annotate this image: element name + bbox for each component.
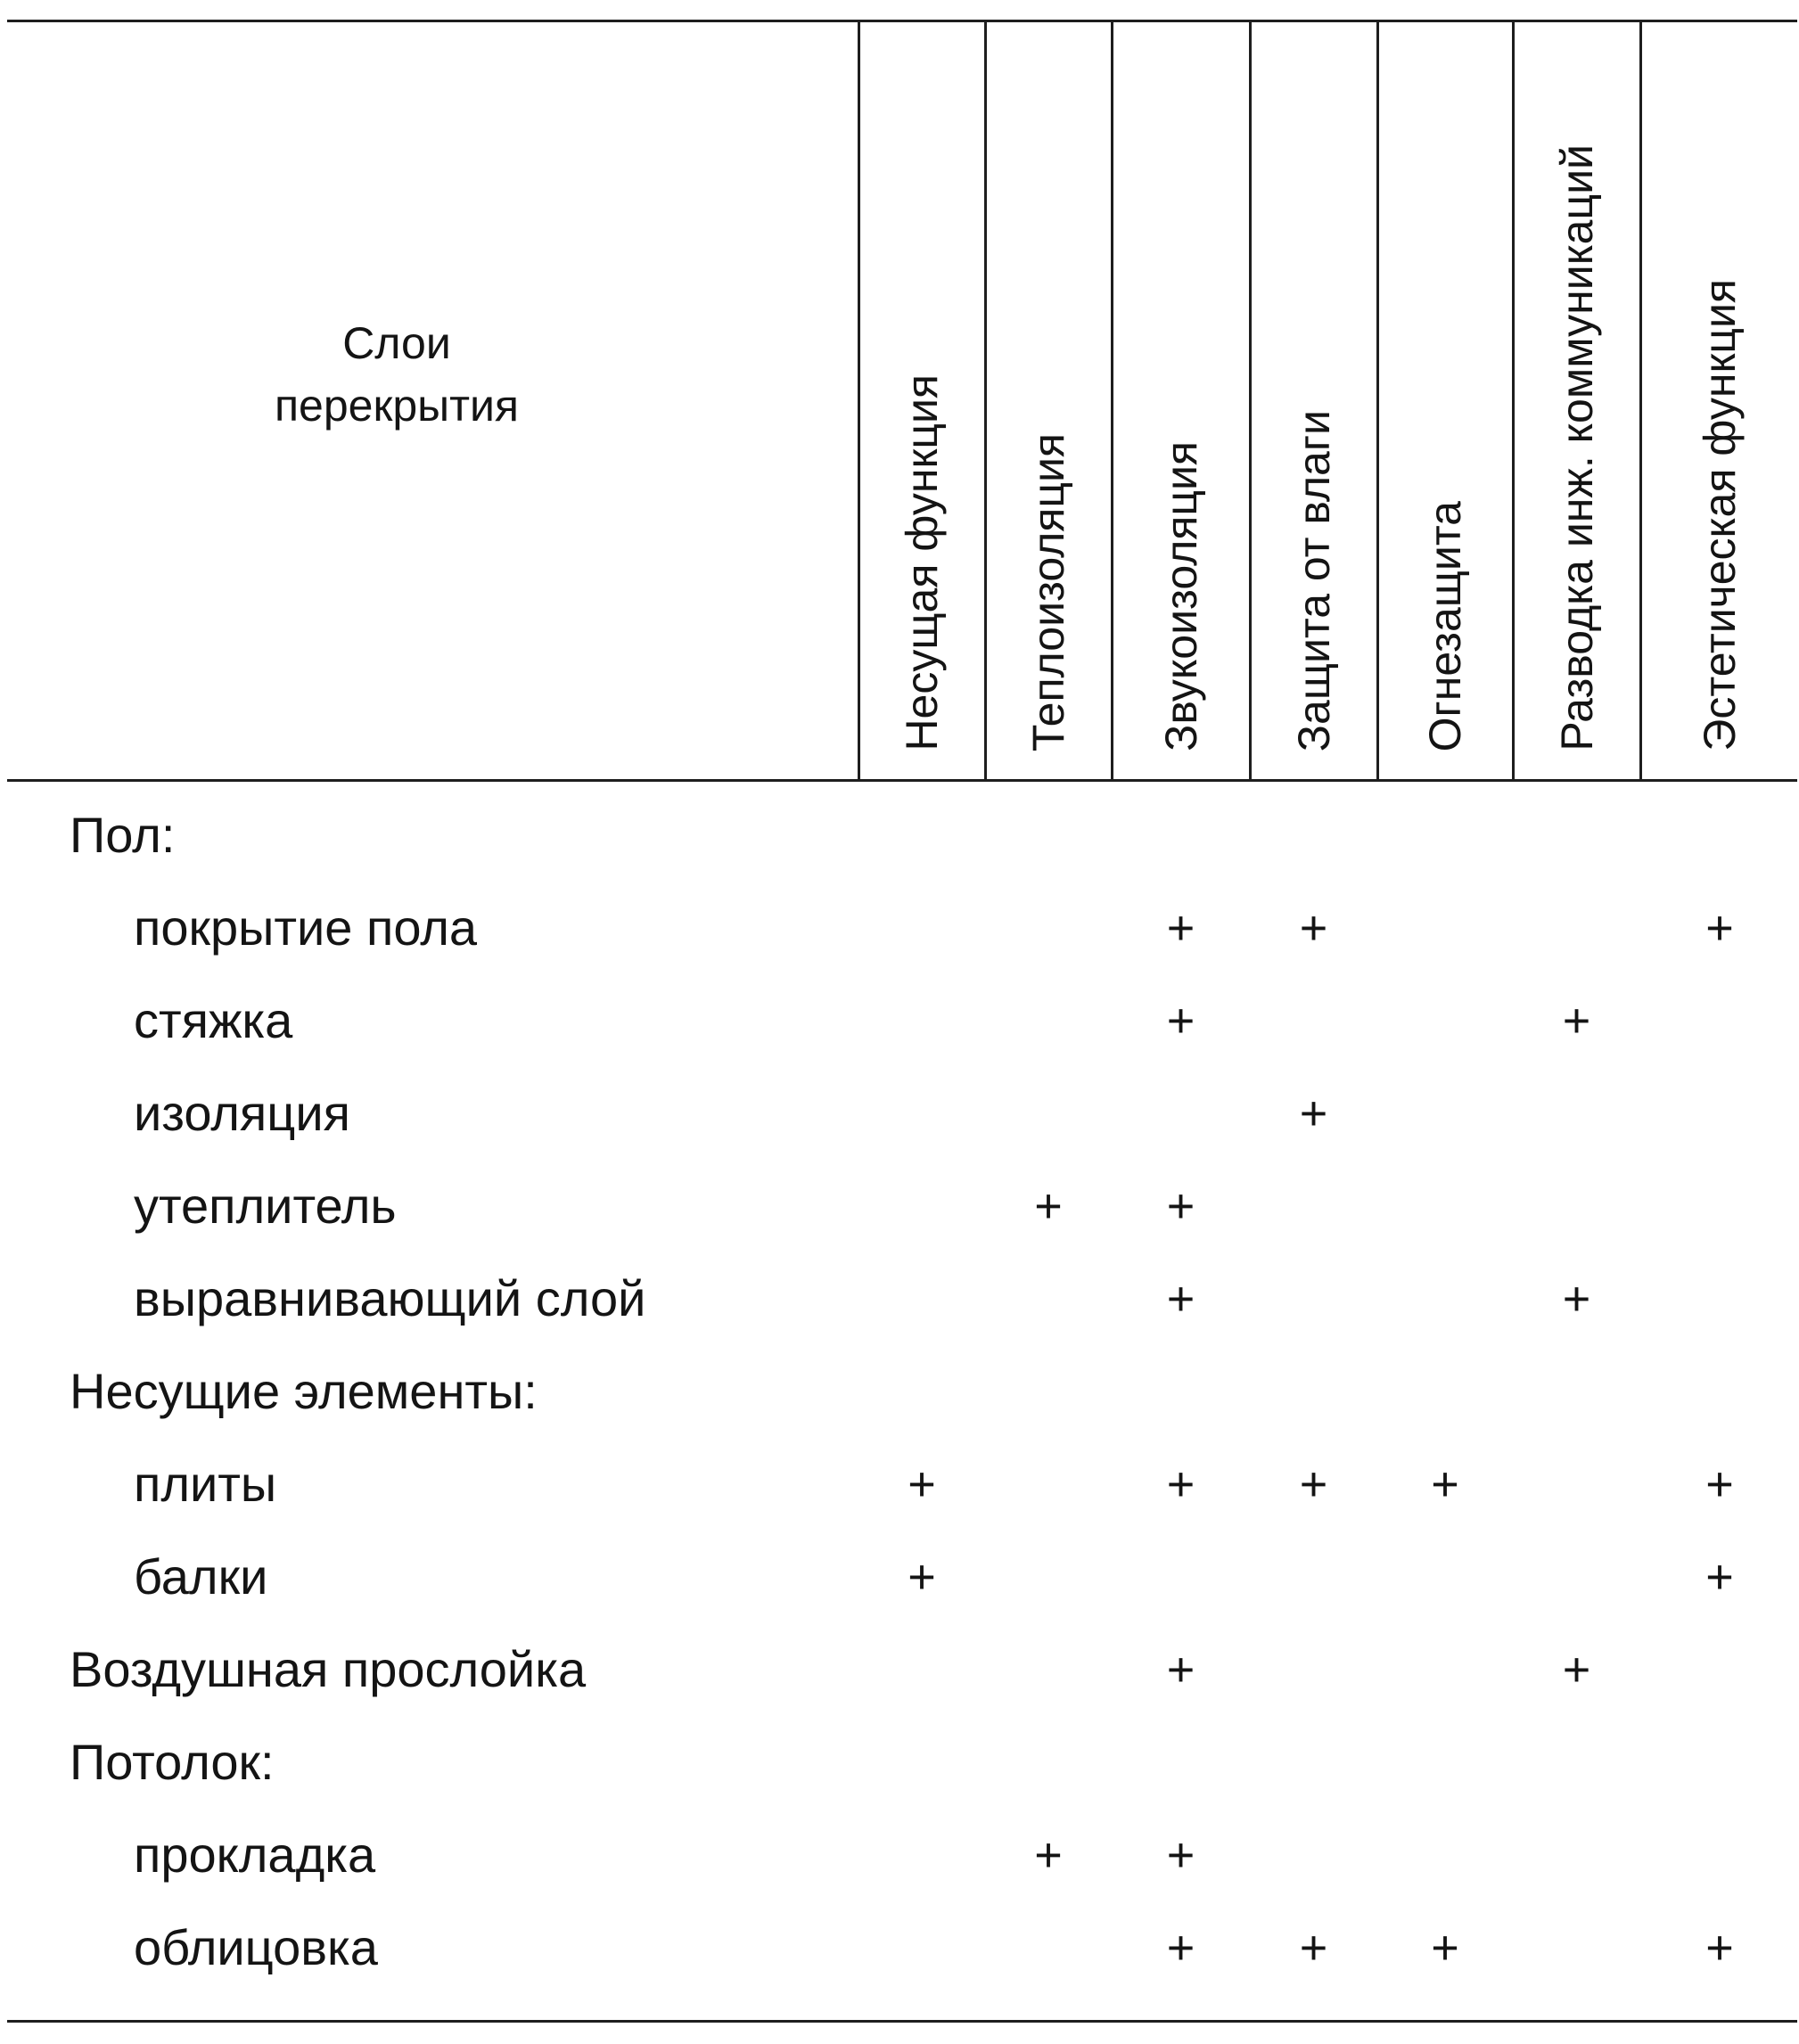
column-header — [1250, 21, 1377, 780]
layer-label: балки — [134, 1548, 268, 1605]
table-row — [0, 1901, 1799, 1994]
column-header-label: Теплоизоляция — [1023, 432, 1073, 751]
layers-column-header: Слои перекрытия — [274, 318, 520, 431]
plus-mark: + — [1431, 1457, 1459, 1511]
layer-label: плиты — [134, 1456, 277, 1512]
column-header-label: Защита от влаги — [1288, 409, 1339, 751]
layer-label: прокладка — [134, 1826, 376, 1883]
plus-mark: + — [1562, 1643, 1591, 1696]
plus-mark: + — [1705, 901, 1734, 955]
category-row — [0, 1716, 1799, 1809]
plus-mark: + — [1166, 994, 1195, 1047]
plus-mark: + — [1562, 994, 1591, 1047]
column-header — [1112, 21, 1250, 780]
plus-mark: + — [1431, 1921, 1459, 1974]
column-header-label: Несущая функция — [897, 374, 947, 751]
column-header-label: Эстетическая функция — [1695, 279, 1745, 751]
category-row — [0, 1345, 1799, 1438]
table-bottom-rule — [7, 2020, 1797, 2023]
table-row — [0, 882, 1799, 974]
category-label: Пол: — [70, 807, 176, 863]
table-row — [0, 1067, 1799, 1160]
plus-mark: + — [1034, 1179, 1063, 1233]
layer-label: выравнивающий слой — [134, 1270, 646, 1326]
plus-mark: + — [1299, 901, 1328, 955]
plus-mark: + — [1166, 1643, 1195, 1696]
category-label: Несущие элементы: — [70, 1363, 538, 1419]
table-row — [0, 1438, 1799, 1531]
plus-mark: + — [1705, 1457, 1734, 1511]
plus-mark: + — [1705, 1550, 1734, 1604]
layer-label: изоляция — [134, 1085, 350, 1141]
plus-mark: + — [1299, 1921, 1328, 1974]
category-label: Потолок: — [70, 1734, 275, 1790]
plus-mark: + — [1166, 901, 1195, 955]
column-header — [1377, 21, 1513, 780]
plus-mark: + — [1166, 1179, 1195, 1233]
layer-label: покрытие пола — [134, 899, 478, 956]
column-header-label: Разводка инж. коммуникаций — [1551, 144, 1602, 751]
category-row — [0, 789, 1799, 882]
plus-mark: + — [908, 1550, 936, 1604]
plus-mark: + — [1562, 1272, 1591, 1326]
column-header-label: Огнезащита — [1420, 500, 1470, 751]
column-header — [1513, 21, 1640, 780]
column-header — [985, 21, 1112, 780]
table-row — [0, 1809, 1799, 1901]
plus-mark: + — [1166, 1457, 1195, 1511]
plus-mark: + — [1166, 1828, 1195, 1882]
column-header — [1640, 21, 1799, 780]
plus-mark: + — [1166, 1921, 1195, 1974]
plus-mark: + — [1299, 1087, 1328, 1140]
plus-mark: + — [1166, 1272, 1195, 1326]
category-row — [0, 1623, 1799, 1716]
plus-mark: + — [1299, 1457, 1328, 1511]
layer-label: утеплитель — [134, 1178, 397, 1234]
layer-label: облицовка — [134, 1919, 378, 1975]
table-row — [0, 1160, 1799, 1252]
layer-label: стяжка — [134, 992, 293, 1048]
plus-mark: + — [908, 1457, 936, 1511]
plus-mark: + — [1705, 1921, 1734, 1974]
column-header — [858, 21, 985, 780]
table-row — [0, 1252, 1799, 1345]
table-row — [0, 1531, 1799, 1623]
table-row — [0, 974, 1799, 1067]
column-header-label: Звукоизоляция — [1155, 441, 1206, 751]
plus-mark: + — [1034, 1828, 1063, 1882]
category-label: Воздушная прослойка — [70, 1641, 587, 1697]
